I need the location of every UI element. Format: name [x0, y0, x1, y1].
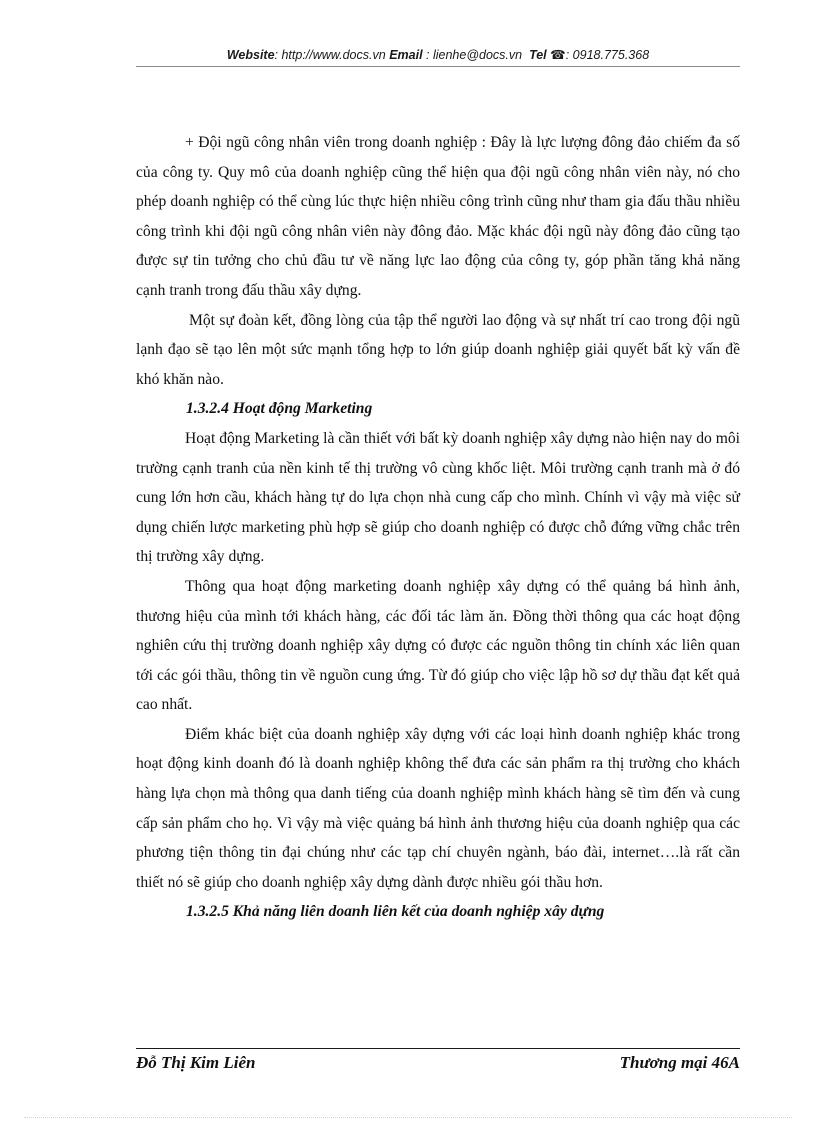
- email-label: Email: [389, 48, 423, 62]
- phone-icon: ☎: [550, 48, 566, 62]
- website-value: : http://www.docs.vn: [274, 48, 386, 62]
- tel-label: Tel: [529, 48, 547, 62]
- footer-class: Thương mại 46A: [619, 1053, 740, 1072]
- paragraph-difference: Điểm khác biệt của doanh nghiệp xây dựng với các loại hình doanh nghiệp khác trong hoạt động kinh doanh đó là doanh nghiệp không thể đưa các sản phẩm ra thị trường cho khách hàng lựa chọn mà thông qua danh tiếng của doanh nghiệp mình khách hàng sẽ tìm đến và cung cấp sản phẩm cho họ. Vì vậy mà việc quảng bá hình ảnh thương hiệu của doanh nghiệp qua các phương tiện thông tin đại chúng như các tạp chí chuyên ngành, báo đài, internet….là rất cần thiết nó sẽ giúp cho doanh nghiệp xây dựng dành được nhiều gói thầu hơn.: [136, 725, 740, 891]
- document-body: [136, 128, 740, 927]
- paragraph-workforce: + Đội ngũ công nhân viên trong doanh nghiệp : Đây là lực lượng đông đảo chiếm đa số của công ty. Quy mô của doanh nghiệp cũng thể hiện qua đội ngũ công nhân viên này, nó cho phép doanh nghiệp có thể cùng lúc thực hiện nhiều công trình cũng như tham gia đấu thầu nhiều công trình khi đội ngũ công nhân viên này đông đảo. Mặc khác đội ngũ này đông đảo cũng tạo được sự tin tưởng cho chủ đầu tư về năng lực lao động của công ty, góp phần tăng khả năng cạnh tranh trong đấu thầu xây dựng.: [136, 134, 740, 299]
- section-heading-marketing: 1.3.2.4 Hoạt động Marketing: [186, 400, 373, 418]
- paragraph-marketing-benefits: Thông qua hoạt động marketing doanh nghiệp xây dựng có thể quảng bá hình ảnh, thương hiệu của mình tới khách hàng, các đối tác làm ăn. Đồng thời thông qua các hoạt động nghiên cứu thị trường doanh nghiệp xây dựng có được các nguồn thông tin chính xác liên quan tới các gói thầu, thông tin về nguồn cung ứng. Từ đó giúp cho việc lập hồ sơ dự thầu đạt kết quả cao nhất.: [136, 577, 740, 714]
- paragraph-marketing-need: Hoạt động Marketing là cần thiết với bất kỳ doanh nghiệp xây dựng nào hiện nay do môi trường cạnh tranh của nền kinh tế thị trường vô cùng khốc liệt. Môi trường cạnh tranh mà ở đó cung lớn hơn cầu, khách hàng tự do lựa chọn nhà cung cấp cho mình. Chính vì vậy mà việc sử dụng chiến lược marketing phù hợp sẽ giúp cho doanh nghiệp có được chỗ đứng vững chắc trên thị trường xây dựng.: [136, 429, 740, 566]
- email-value: : lienhe@docs.vn: [422, 48, 523, 62]
- page-header: [136, 47, 740, 62]
- footer-author: Đỗ Thị Kim Liên: [136, 1053, 256, 1072]
- page-footer: [136, 1053, 740, 1073]
- header-divider: [136, 66, 740, 67]
- tel-value: : 0918.775.368: [565, 48, 650, 62]
- footer-divider: [136, 1048, 740, 1049]
- website-label: Website: [226, 48, 275, 62]
- page-bottom-edge: [24, 1117, 792, 1118]
- paragraph-solidarity: Một sự đoàn kết, đồng lòng của tập thể người lao động và sự nhất trí cao trong đội ngũ lạnh đạo sẽ tạo lên một sức mạnh tổng hợp to lớn giúp doanh nghiệp giải quyết bất kỳ vấn đề khó khăn nào.: [136, 311, 740, 388]
- section-heading-joint-venture: 1.3.2.5 Khả năng liên doanh liên kết của doanh nghiệp xây dựng: [186, 903, 605, 921]
